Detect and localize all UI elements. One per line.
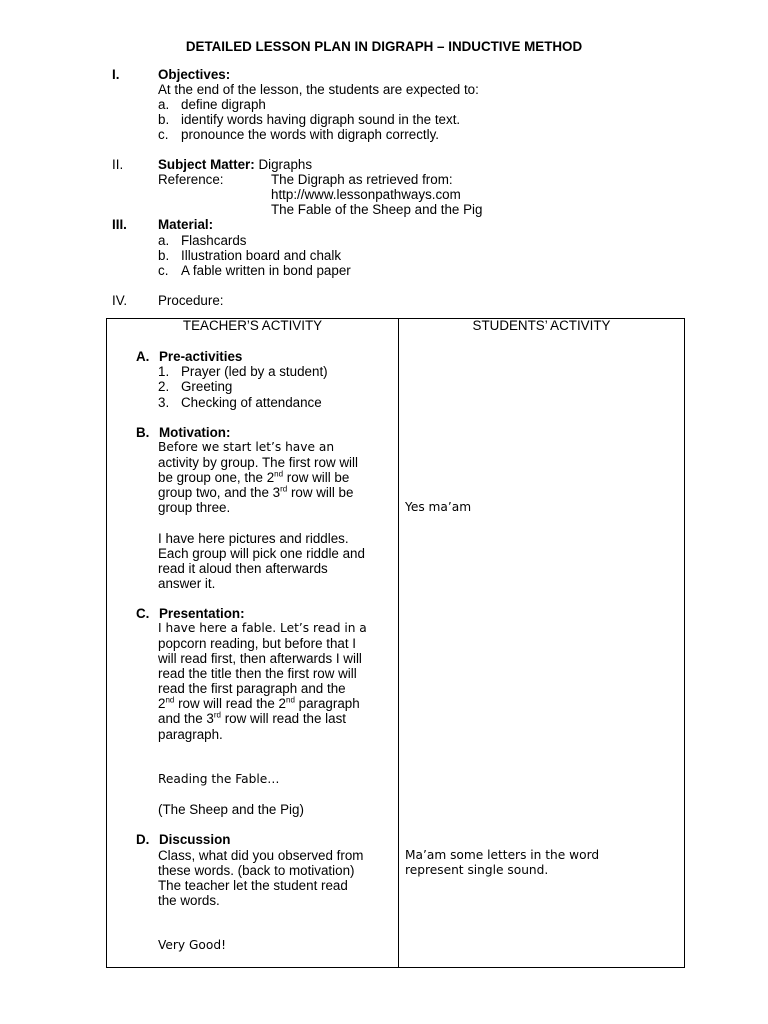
list-marker: b. [158, 112, 170, 127]
list-marker: c. [158, 263, 169, 278]
student-reply-discussion: Ma’am some letters in the word [405, 848, 600, 862]
teacher-activity-header: TEACHER’S ACTIVITY [182, 318, 323, 333]
section-marker: C. [136, 606, 150, 621]
section-marker: A. [136, 349, 150, 364]
very-good: Very Good! [158, 938, 226, 952]
pre-activities-heading: Pre-activities [159, 349, 243, 364]
reference-line: The Digraph as retrieved from: [271, 172, 453, 187]
discussion-line: the words. [158, 893, 220, 908]
presentation-heading: Presentation: [159, 606, 245, 621]
list-text: define digraph [181, 97, 266, 112]
discussion-line: Class, what did you observed from [158, 848, 364, 863]
presentation-line: and the 3rd row will read the last [158, 710, 347, 726]
list-marker: c. [158, 127, 169, 142]
motivation-line: answer it. [158, 576, 216, 591]
section-number-procedure: IV. [112, 293, 128, 308]
presentation-line: popcorn reading, but before that I [158, 636, 357, 651]
list-marker: a. [158, 233, 170, 248]
section-number-material: III. [112, 217, 127, 232]
presentation-line: paragraph. [158, 727, 223, 742]
subject-value: Digraphs [258, 157, 313, 172]
motivation-line: I have here pictures and riddles. [158, 531, 349, 546]
objectives-intro: At the end of the lesson, the students are expected to: [158, 82, 479, 97]
student-reply-yes: Yes ma’am [405, 500, 472, 514]
section-marker: D. [136, 832, 150, 847]
motivation-line: Each group will pick one riddle and [158, 546, 365, 561]
material-heading: Material: [158, 217, 214, 232]
presentation-line: will read first, then afterwards I will [158, 651, 362, 666]
list-text: A fable written in bond paper [181, 263, 351, 278]
list-text: pronounce the words with digraph correctly. [181, 127, 440, 142]
reference-label: Reference: [158, 172, 224, 187]
motivation-line: group two, and the 3rd row will be [158, 484, 354, 500]
list-marker: a. [158, 97, 170, 112]
motivation-line: be group one, the 2nd row will be [158, 469, 350, 485]
discussion-line: The teacher let the student read [158, 878, 348, 893]
discussion-line: these words. (back to motivation) [158, 863, 355, 878]
list-text: Checking of attendance [181, 395, 322, 410]
reference-url: http://www.lessonpathways.com [271, 187, 461, 202]
list-marker: 3. [158, 395, 170, 410]
document-title: DETAILED LESSON PLAN IN DIGRAPH – INDUCTIVE METHOD [185, 39, 583, 54]
table-column-divider [398, 318, 399, 968]
section-number-objectives: I. [112, 67, 120, 82]
motivation-line: activity by group. The first row will [158, 455, 358, 470]
subject-matter-line [158, 157, 312, 172]
list-marker: b. [158, 248, 170, 263]
presentation-line: read the title then the first row will [158, 666, 357, 681]
list-text: Flashcards [181, 233, 247, 248]
objectives-heading: Objectives: [158, 67, 231, 82]
motivation-line: read it aloud then afterwards [158, 561, 328, 576]
presentation-line: read the first paragraph and the [158, 681, 346, 696]
list-text: identify words having digraph sound in the text. [181, 112, 461, 127]
motivation-heading: Motivation: [159, 425, 231, 440]
motivation-line: group three. [158, 500, 231, 515]
list-text: Greeting [181, 379, 233, 394]
student-activity-header: STUDENTS’ ACTIVITY [472, 318, 611, 333]
subject-heading: Subject Matter: [158, 157, 255, 172]
procedure-heading: Procedure: [158, 293, 224, 308]
student-reply-discussion: represent single sound. [405, 863, 549, 877]
list-marker: 2. [158, 379, 170, 394]
presentation-line: I have here a fable. Let’s read in a [158, 621, 367, 635]
list-text: Illustration board and chalk [181, 248, 342, 263]
list-text: Prayer (led by a student) [181, 364, 328, 379]
section-number-subject: II. [112, 157, 124, 172]
section-marker: B. [136, 425, 150, 440]
motivation-line: Before we start let’s have an [158, 440, 335, 454]
discussion-heading: Discussion [159, 832, 231, 847]
presentation-line: 2nd row will read the 2nd paragraph [158, 695, 360, 711]
reading-the-fable: Reading the Fable… [158, 772, 280, 786]
fable-title: (The Sheep and the Pig) [158, 802, 304, 817]
list-marker: 1. [158, 364, 170, 379]
reference-line: The Fable of the Sheep and the Pig [271, 202, 483, 217]
